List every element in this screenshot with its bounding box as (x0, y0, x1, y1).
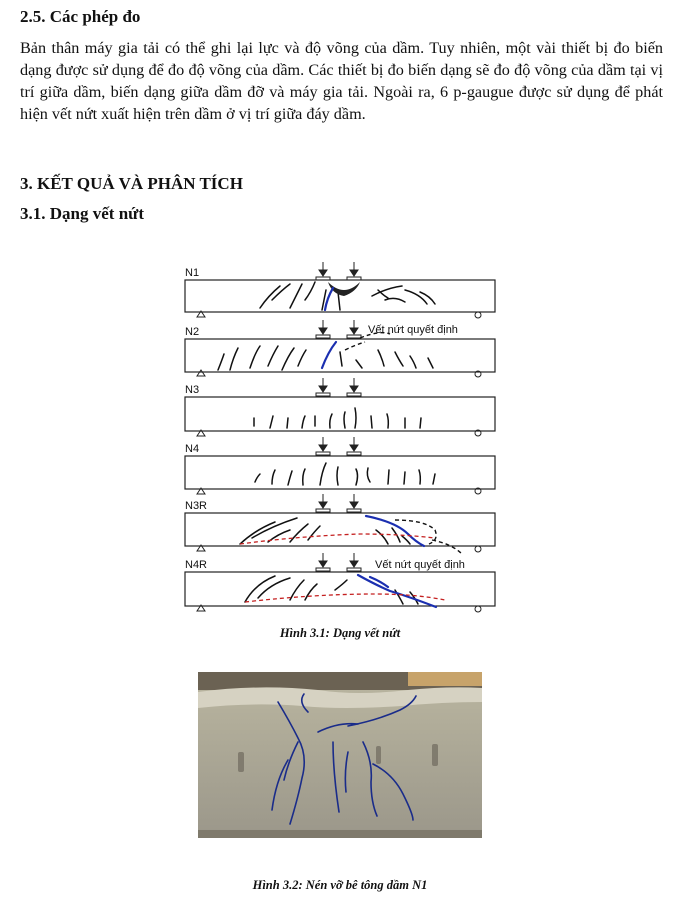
beam-n4r (185, 572, 495, 606)
annotation-critical-crack-1: Vết nứt quyết định (368, 324, 458, 336)
annotation-critical-crack-2: Vết nứt quyết định (375, 559, 465, 571)
beam-label-n4: N4 (185, 443, 200, 455)
beam-n3 (185, 397, 495, 431)
beam-label-n1: N1 (185, 267, 200, 279)
section-heading-3-1: 3.1. Dạng vết nứt (20, 204, 145, 223)
beam-label-n3r: N3R (185, 500, 208, 512)
figure-caption-3-1: Hình 3.1: Dạng vết nứt (279, 626, 401, 640)
beam-label-n2: N2 (185, 326, 200, 338)
figure-caption-3-2: Hình 3.2: Nén vỡ bê tông dầm N1 (252, 878, 428, 892)
beam-photo (198, 672, 482, 838)
crack-pattern-figure (178, 258, 508, 618)
beam-n4 (185, 456, 495, 489)
section-paragraph: Bản thân máy gia tải có thể ghi lại lực và độ võng của dầm. Tuy nhiên, một vài thiết bị đo biến dạng được sử dụng để đo độ võng của dầm. Các thiết bị đo biến dạng sẽ đo độ võng của dầm tại vị trí giữa dầm, biến dạng giữa dầm đỡ và máy gia tải. Ngoài ra, 6 p-gaugue được sử dụng để phát hiện vết nứt xuất hiện trên dầm ở vị trí giữa đáy dầm. (20, 39, 663, 123)
section-heading-3: 3. KẾT QUẢ VÀ PHÂN TÍCH (20, 174, 243, 193)
beam-n3r (185, 513, 495, 546)
section-heading-2-5: 2.5. Các phép đo (20, 7, 141, 26)
beam-label-n3: N3 (185, 384, 200, 396)
beam-label-n4r: N4R (185, 559, 208, 571)
